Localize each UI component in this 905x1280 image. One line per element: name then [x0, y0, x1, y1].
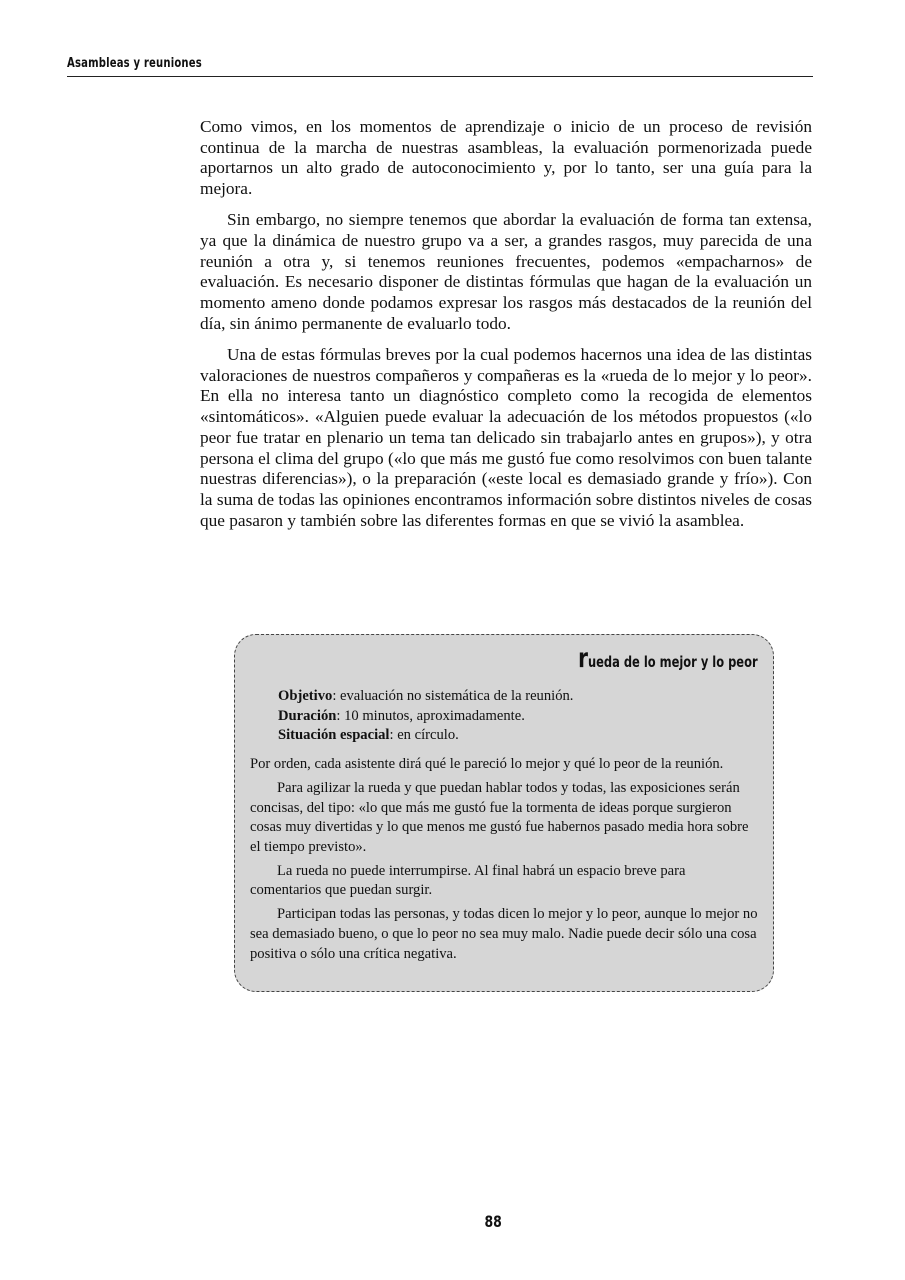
- running-header: [67, 56, 813, 77]
- box-paragraph: La rueda no puede interrumpirse. Al final habrá un espacio breve para comentarios que puedan surgir.: [250, 862, 686, 899]
- situacion-line: [278, 726, 573, 746]
- situacion-label: Situación espacial: [278, 727, 390, 744]
- box-paragraph: Para agilizar la rueda y que puedan hablar todos y todas, las exposiciones serán concisas, del tipo: «lo que más me gustó fue la tormenta de ideas porque surgieron cosas muy divertidas y lo que menos me gustó fue habernos pasado media hora sobre el tiempo previsto».: [250, 779, 749, 855]
- paragraph: Una de estas fórmulas breves por la cual podemos hacernos una idea de las distintas valoraciones de nuestros compañeros y compañeras es la «rueda de lo mejor y lo peor». En ella no interesa tanto un diagnóstico completo como la recogida de elementos «sintomáticos». «Alguien puede evaluar la adecuación de los métodos propuestos («lo peor fue tratar en plenario un tema tan delicado sin trabajarlo antes en grupos»), y otra persona el clima del grupo («lo que más me gustó fue como resolvimos con buen talante nuestras diferencias»), o la preparación («este local es demasiado grande y frío»). Con la suma de todas las opiniones encontramos información sobre distintos niveles de cosas que pasaron y también sobre las diferentes formas en que se vivió la asamblea.: [200, 345, 812, 530]
- box-paragraph: Por orden, cada asistente dirá qué le pareció lo mejor y qué lo peor de la reunión.: [250, 756, 724, 772]
- paragraph: Sin embargo, no siempre tenemos que abordar la evaluación de forma tan extensa, ya que la dinámica de nuestro grupo va a ser, a grandes rasgos, muy parecida de una reunión a otra y, si tenemos reuniones frecuentes, podemos «empacharnos» de evaluación. Es necesario disponer de distintas fórmulas que hagan de la evaluación un momento ameno donde podamos expresar los rasgos más destacados de la reunión del día, sin ánimo permanente de evaluarlo todo.: [200, 210, 812, 333]
- objetivo-value: : evaluación no sistemática de la reunión.: [332, 688, 574, 704]
- duracion-value: : 10 minutos, aproximadamente.: [336, 707, 525, 724]
- situacion-value: : en círculo.: [389, 727, 459, 744]
- page-number-text: 88: [484, 1212, 503, 1231]
- activity-meta: [278, 687, 573, 746]
- duracion-line: [278, 707, 573, 727]
- page-number: [0, 1212, 905, 1231]
- title-rest: ueda de lo mejor y lo peor: [588, 653, 758, 671]
- activity-title: [578, 643, 758, 674]
- title-initial: r: [578, 643, 589, 674]
- activity-box: [234, 634, 774, 992]
- duracion-label: Duración: [278, 707, 337, 724]
- running-title: Asambleas y reuniones: [67, 56, 202, 71]
- activity-description: [250, 755, 758, 969]
- box-paragraph: Participan todas las personas, y todas dicen lo mejor y lo peor, aunque lo mejor no sea demasiado bueno, o que lo peor no sea muy malo. Nadie puede decir sólo una cosa positiva o sólo una crítica negativa.: [250, 906, 758, 962]
- objetivo-label: Objetivo: [278, 688, 333, 704]
- paragraph: Como vimos, en los momentos de aprendizaje o inicio de un proceso de revisión continua de la marcha de nuestras asambleas, la evaluación pormenorizada puede aportarnos un alto grado de autoconocimiento y, por lo tanto, ser una guía para la mejora.: [200, 117, 812, 199]
- objetivo-line: [278, 687, 573, 707]
- main-text: [200, 117, 812, 542]
